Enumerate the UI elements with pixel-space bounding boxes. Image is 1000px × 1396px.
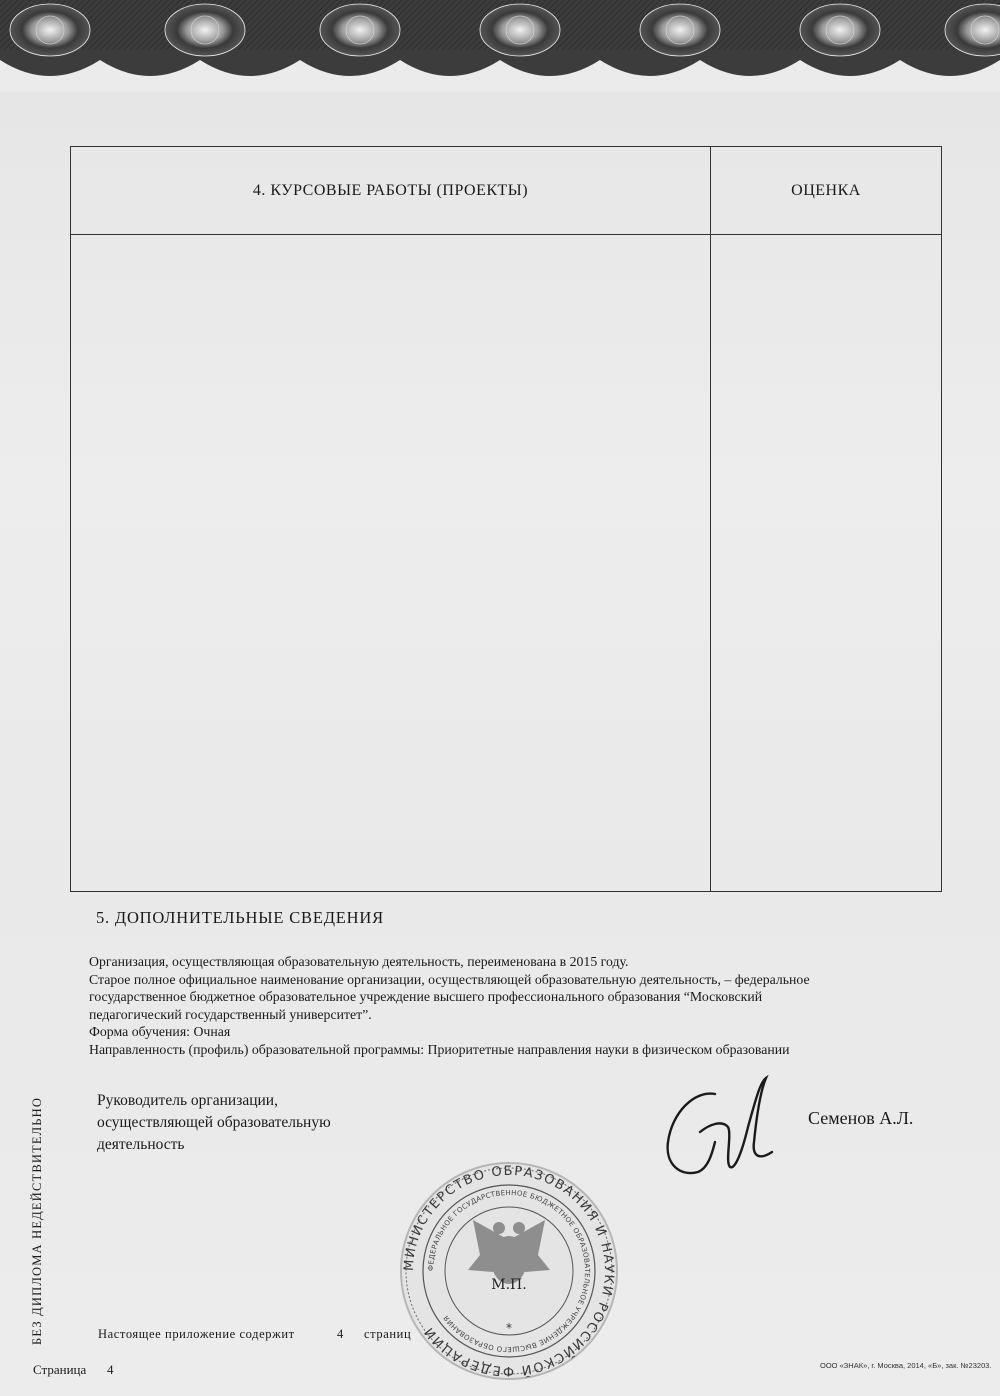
pages-count-value: 4	[337, 1327, 344, 1341]
coursework-table	[70, 146, 942, 892]
pages-count-prefix: Настоящее приложение содержит	[98, 1327, 295, 1341]
grade-cell	[711, 235, 942, 892]
guilloche-border	[0, 0, 1000, 92]
official-seal	[398, 1160, 620, 1382]
printer-imprint: ООО «ЗНАК», г. Москва, 2014, «Б», зак. №23203.	[820, 1361, 992, 1370]
coursework-cell	[71, 235, 711, 892]
pages-count-suffix: страниц	[364, 1327, 412, 1341]
signer-name: Семенов А.Л.	[808, 1108, 914, 1128]
additional-info	[89, 953, 909, 1058]
info-line: Организация, осуществляющая образовательную деятельность, переименована в 2015 году.	[89, 954, 629, 969]
page-label: Страница	[33, 1362, 87, 1377]
seal-star-icon: *	[506, 1321, 512, 1335]
head-label-line: Руководитель организации,	[97, 1092, 278, 1109]
seal-outer-text: МИНИСТЕРСТВО ОБРАЗОВАНИЯ И НАУКИ РОССИЙСКОЙ ФЕДЕРАЦИИ	[401, 1163, 617, 1379]
info-line: педагогический государственный университет”.	[89, 1006, 372, 1022]
coursework-header: 4. КУРСОВЫЕ РАБОТЫ (ПРОЕКТЫ)	[71, 147, 711, 235]
signature	[660, 1072, 780, 1182]
head-of-organization-label	[97, 1090, 331, 1156]
head-label-line: осуществляющей образовательную	[97, 1114, 331, 1131]
seal-inner-text: ФЕДЕРАЛЬНОЕ ГОСУДАРСТВЕННОЕ БЮДЖЕТНОЕ ОБРАЗОВАТЕЛЬНОЕ УЧРЕЖДЕНИЕ ВЫСШЕГО ОБРАЗОВАНИЯ	[426, 1188, 592, 1354]
page-number: 4	[107, 1362, 114, 1377]
info-line: Направленность (профиль) образовательной программы: Приоритетные направления науки в физическом образовании	[89, 1041, 790, 1057]
side-validity-note: БЕЗ ДИПЛОМА НЕДЕЙСТВИТЕЛЬНО	[30, 1096, 44, 1345]
seal-mp-label: М.П.	[491, 1277, 527, 1293]
info-line: Старое полное официальное наименование организации, осуществляющей образовательную деятельность, – федеральное	[89, 971, 810, 987]
info-line: государственное бюджетное образовательное учреждение высшего профессионального образования “Московский	[89, 989, 763, 1004]
head-label-line: деятельность	[97, 1136, 185, 1153]
grade-header: ОЦЕНКА	[711, 147, 942, 235]
section5-title: 5. ДОПОЛНИТЕЛЬНЫЕ СВЕДЕНИЯ	[96, 908, 384, 927]
info-line: Форма обучения: Очная	[89, 1024, 231, 1039]
